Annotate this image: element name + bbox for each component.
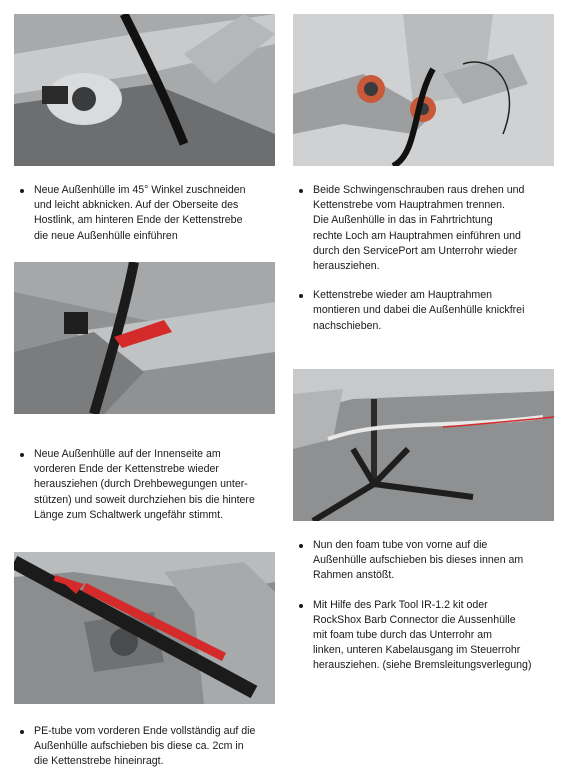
right-step-1-text (295, 183, 557, 334)
photo-frame-on-stand (293, 369, 554, 521)
right-step-2-text (295, 538, 557, 674)
step-2-text (16, 447, 278, 523)
step-1-text (16, 183, 278, 244)
photo-main-frame-hole (293, 14, 554, 166)
list-item: Nun den foam tube von vorne auf die Außenhülle aufschieben bis dieses innen am Rahmen anstößt. (313, 538, 557, 584)
list-item: Mit Hilfe des Park Tool IR-1.2 kit oder RockShox Barb Connector die Aussenhülle mit foam tube durch das Unterrohr am linken, unteren Kabelausgang im Steuerrohr herausziehen. (siehe Bremsleitungsverlegung) (313, 598, 557, 674)
photo-pe-tube-insert (14, 552, 275, 704)
list-item: Neue Außenhülle auf der Innenseite am vorderen Ende der Kettenstrebe wieder herausziehen (durch Drehbewegungen unter- stützen) und soweit durchziehen bis die hintere Länge zum Schaltwerk ungefähr stimmt. (34, 447, 278, 523)
list-item: PE-tube vom vorderen Ende vollständig auf die Außenhülle aufschieben bis diese ca. 2cm in die Kettenstrebe hineinragt. (34, 724, 278, 770)
list-item: Neue Außenhülle im 45° Winkel zuschneiden und leicht abknicken. Auf der Oberseite des Hostlink, am hinteren Ende der Kettenstrebe die neue Außenhülle einführen (34, 183, 278, 244)
photo-chainstay-inner-exit (14, 262, 275, 414)
list-item: Kettenstrebe wieder am Hauptrahmen montieren und dabei die Außenhülle knickfrei nachschieben. (313, 288, 557, 334)
photo-hostlink-cable-insert (14, 14, 275, 166)
step-3-text (16, 724, 278, 770)
list-item: Beide Schwingenschrauben raus drehen und Kettenstrebe vom Hauptrahmen trennen. Die Außenhülle in das in Fahrtrichtung rechte Loch am Hauptrahmen einführen und durch den ServicePort am Unterrohr wieder herausziehen. (313, 183, 557, 274)
